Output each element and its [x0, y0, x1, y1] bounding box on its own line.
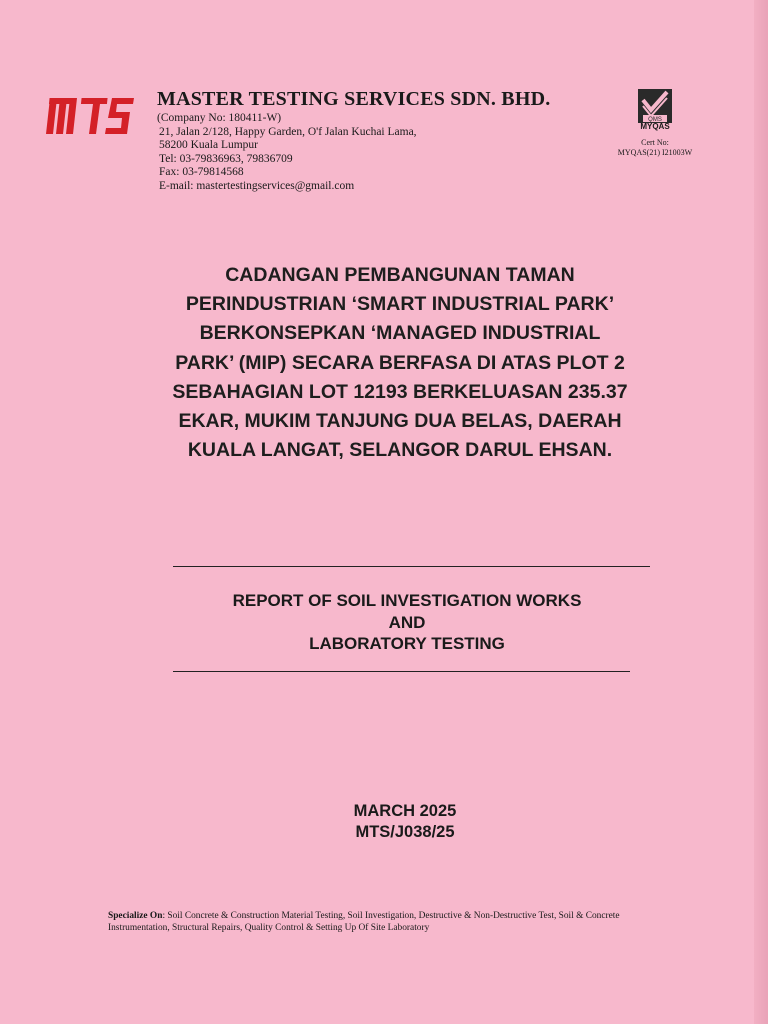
divider-bottom	[173, 671, 630, 672]
report-title-line-2: AND	[388, 612, 426, 632]
divider-top	[173, 566, 650, 567]
specialization-footer	[108, 911, 688, 934]
address-line-2: 58200 Kuala Lumpur	[159, 139, 259, 152]
report-title-line-3: LABORATORY TESTING	[309, 634, 505, 653]
project-title-line: PERINDUSTRIAN ‘SMART INDUSTRIAL PARK’	[185, 293, 615, 316]
cert-number: MYQAS(21) I21003W	[617, 147, 693, 157]
project-title-line: KUALA LANGAT, SELANGOR DARUL EHSAN.	[187, 439, 613, 462]
specialize-label: Specialize On	[108, 911, 163, 921]
project-title-line: SEBAHAGIAN LOT 12193 BERKELUASAN 235.37	[172, 380, 628, 403]
project-title-line: PARK’ (MIP) SECARA BERFASA DI ATAS PLOT 2	[175, 351, 625, 374]
certification-block	[610, 88, 700, 157]
qms-seal-icon	[637, 88, 673, 124]
issue-block	[250, 801, 560, 842]
report-title-line-1: REPORT OF SOIL INVESTIGATION WORKS	[232, 591, 582, 610]
project-title-line: CADANGAN PEMBANGUNAN TAMAN	[225, 264, 575, 286]
cert-label: Cert No:	[641, 138, 669, 147]
cert-brand: MYQAS	[640, 122, 670, 131]
address-line-1: 21, Jalan 2/128, Happy Garden, O'f Jalan Kuchai Lama,	[159, 125, 417, 138]
specialize-text-line-1: : Soil Concrete & Construction Material Testing, Soil Investigation, Destructive & Non-Destructive Test, Soil & Concrete	[162, 911, 620, 921]
report-title	[150, 590, 664, 655]
company-registration: (Company No: 180411-W)	[157, 112, 282, 124]
qms-badge-text: QMS	[648, 117, 662, 123]
telephone: Tel: 03-79836963, 79836709	[159, 152, 293, 165]
project-title	[130, 261, 670, 465]
specialize-text-line-2: Instrumentation, Structural Repairs, Quality Control & Setting Up Of Site Laboratory	[108, 922, 430, 933]
project-title-line: BERKONSEPKAN ‘MANAGED INDUSTRIAL	[199, 322, 601, 345]
fax: Fax: 03-79814568	[159, 166, 244, 179]
email: E-mail: mastertestingservices@gmail.com	[159, 179, 355, 192]
company-name: MASTER TESTING SERVICES SDN. BHD.	[157, 88, 551, 110]
company-details	[157, 112, 417, 194]
job-reference: MTS/J038/25	[355, 822, 455, 841]
page-edge-shadow	[754, 0, 768, 1024]
project-title-line: EKAR, MUKIM TANJUNG DUA BELAS, DAERAH	[178, 410, 622, 433]
mts-logo	[44, 94, 136, 138]
issue-date: MARCH 2025	[353, 802, 457, 820]
